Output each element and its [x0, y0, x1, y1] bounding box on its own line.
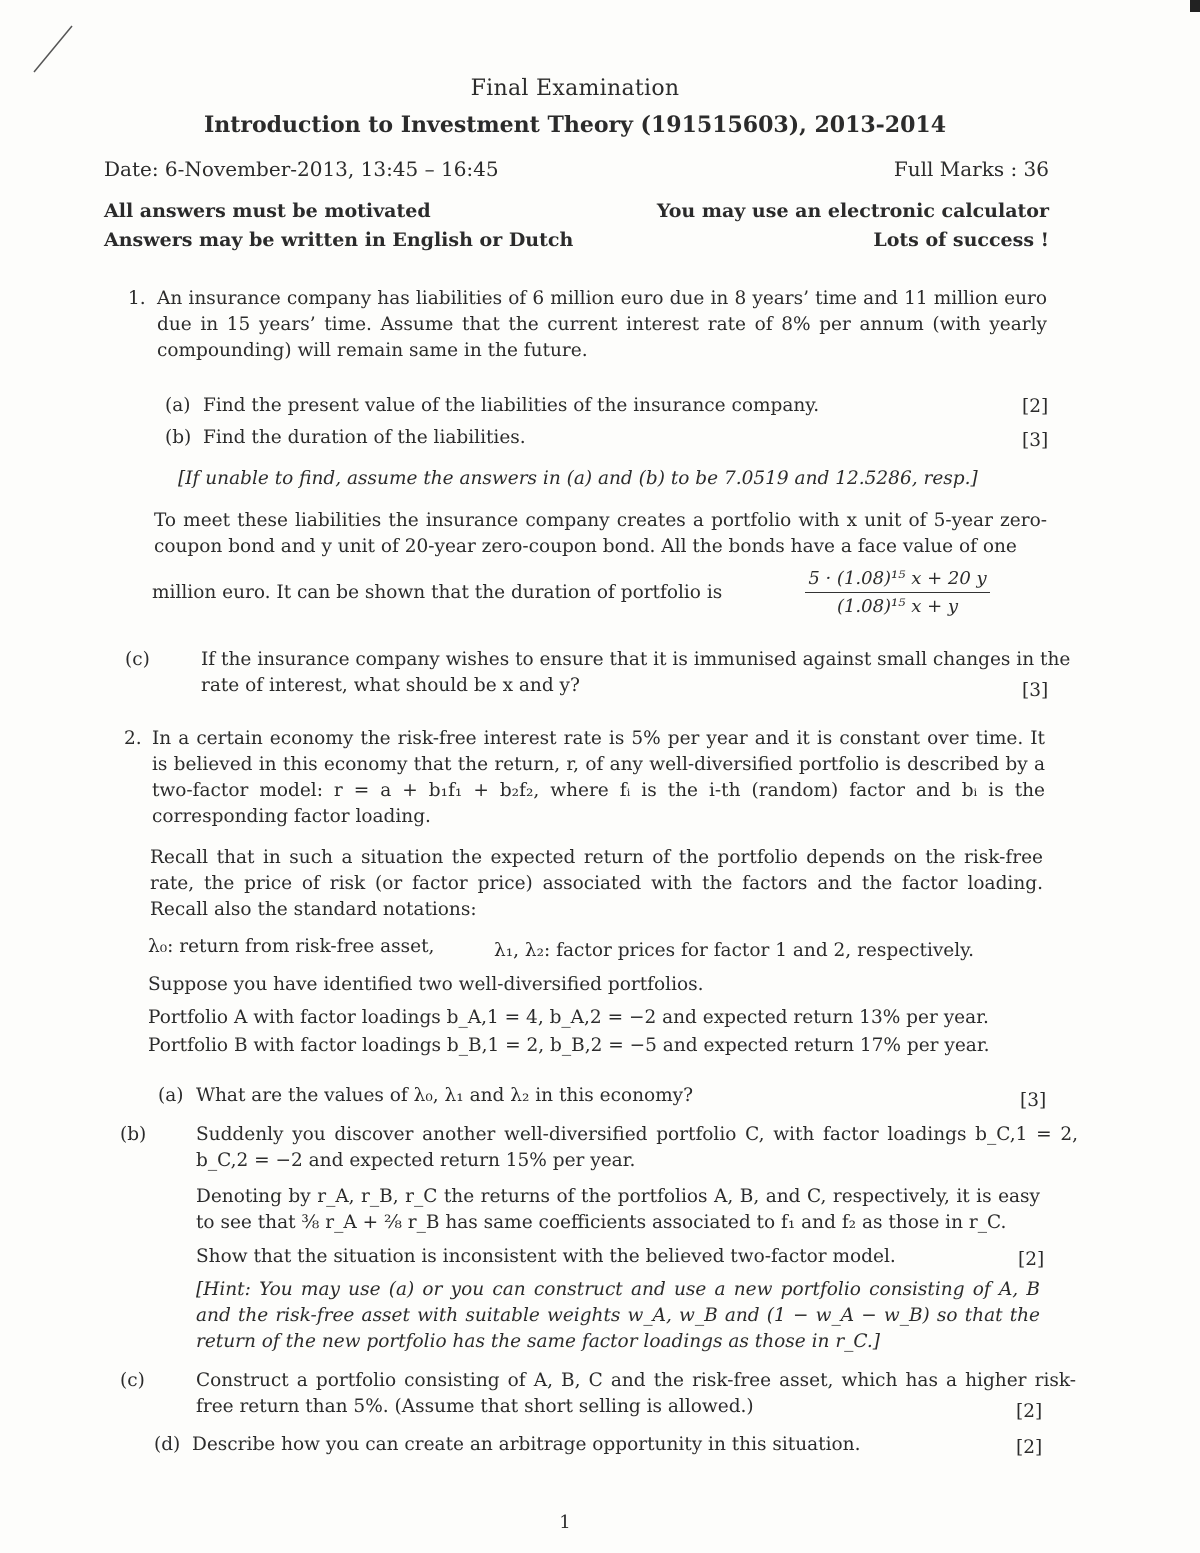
date-row [104, 157, 1049, 181]
instruction-calculator: You may use an electronic calculator [656, 200, 1049, 222]
q2a-marks: [3] [1020, 1090, 1047, 1111]
instructions-row-1 [104, 200, 1049, 222]
q2b-hint: [Hint: You may use (a) or you can construct and use a new portfolio consisting of A, B and the risk-free asset with suitable weights w_A, w_B and (1 − w_A − w_B) so that the return of the new portfolio has the same factor loadings as those in r_C.] [196, 1279, 1040, 1352]
q1b-label: (b) [165, 427, 192, 448]
pen-stroke-mark [28, 22, 88, 82]
q1a-label: (a) [165, 395, 191, 416]
q2-recall: Recall that in such a situation the expected return of the portfolio depends on the risk-free rate, the price of risk (or factor price) associated with the factors and the factor loading. Recall also the standard notations: [150, 847, 1043, 920]
q1a [165, 393, 985, 419]
q2d-text: Describe how you can create an arbitrage opportunity in this situation. [192, 1434, 861, 1455]
q2d [154, 1432, 974, 1458]
q1b [165, 425, 985, 451]
q1-paragraph-tail: million euro. It can be shown that the duration of portfolio is [152, 582, 723, 603]
q1-number: 1. [128, 288, 146, 309]
q2a-text: What are the values of λ₀, λ₁ and λ₂ in this economy? [196, 1085, 694, 1106]
q2c-marks: [2] [1016, 1401, 1043, 1422]
q1c-text: If the insurance company wishes to ensure that it is immunised against small changes in the rate of interest, what should be x and y? [201, 649, 1071, 696]
q2a-label: (a) [158, 1085, 184, 1106]
q2b-text: Suddenly you discover another well-diversified portfolio C, with factor loadings b_C,1 = 2, b_C,2 = −2 and expected return 15% per year. [196, 1124, 1078, 1171]
q1a-marks: [2] [1022, 396, 1049, 417]
instructions-row-2 [104, 229, 1049, 251]
q2b [120, 1122, 1078, 1174]
instruction-motivated: All answers must be motivated [104, 200, 431, 222]
q1a-text: Find the present value of the liabilities of the insurance company. [203, 395, 820, 416]
q1-hint: [If unable to find, assume the answers in (a) and (b) to be 7.0519 and 12.5286, resp.] [178, 468, 978, 489]
q2-lambda12: λ₁, λ₂: factor prices for factor 1 and 2, respectively. [494, 940, 975, 961]
q2-lambda0: λ₀: return from risk-free asset, [148, 936, 435, 957]
page-number: 1 [559, 1512, 571, 1533]
q2a [158, 1083, 978, 1109]
q2-number: 2. [124, 728, 142, 749]
q1-intro: An insurance company has liabilities of 6 million euro due in 8 years’ time and 11 million euro due in 15 years’ time. Assume that the current interest rate of 8% per annum (with yearly compounding) will remain same in the future. [157, 288, 1047, 361]
formula-denominator: (1.08)¹⁵ x + y [836, 596, 959, 617]
formula-numerator: 5 · (1.08)¹⁵ x + 20 y [805, 568, 990, 593]
q2-portfolio-b: Portfolio B with factor loadings b_B,1 = 2, b_B,2 = −5 and expected return 17% per year. [148, 1035, 990, 1056]
q2d-marks: [2] [1016, 1437, 1043, 1458]
q2-suppose: Suppose you have identified two well-diversified portfolios. [148, 974, 704, 995]
q1-paragraph: To meet these liabilities the insurance company creates a portfolio with x unit of 5-year zero-coupon bond and y unit of 20-year zero-coupon bond. All the bonds have a face value of one [154, 510, 1047, 557]
q1b-text: Find the duration of the liabilities. [203, 427, 526, 448]
exam-date: Date: 6-November-2013, 13:45 – 16:45 [104, 157, 499, 181]
q2c-label: (c) [120, 1370, 145, 1391]
exam-title: Final Examination [470, 76, 680, 101]
instruction-language: Answers may be written in English or Dutch [104, 229, 574, 251]
q2c [120, 1368, 1076, 1420]
q2b-marks: [2] [1018, 1249, 1045, 1270]
q2c-text: Construct a portfolio consisting of A, B, C and the risk-free asset, which has a higher risk-free return than 5%. (Assume that short selling is allowed.) [196, 1370, 1076, 1417]
instruction-success: Lots of success ! [873, 229, 1049, 251]
q2d-label: (d) [154, 1434, 181, 1455]
scan-edge-mark [1190, 0, 1200, 12]
q2b-text3: Show that the situation is inconsistent with the believed two-factor model. [196, 1246, 896, 1267]
q1b-marks: [3] [1022, 430, 1049, 451]
duration-formula [805, 568, 990, 617]
q1c-marks: [3] [1022, 680, 1049, 701]
q2b-text2: Denoting by r_A, r_B, r_C the returns of the portfolios A, B, and C, respectively, it is easy to see that ⅜ r_A + ²⁄₈ r_B has same coefficients associated to f₁ and f₂ as those in r_C. [196, 1186, 1040, 1233]
q1c-label: (c) [125, 649, 150, 670]
q2-portfolio-a: Portfolio A with factor loadings b_A,1 = 4, b_A,2 = −2 and expected return 13% per year. [148, 1007, 989, 1028]
q1c [125, 647, 1081, 699]
course-title: Introduction to Investment Theory (191515603), 2013-2014 [203, 112, 947, 138]
full-marks: Full Marks : 36 [893, 157, 1049, 181]
q2b-label: (b) [120, 1124, 147, 1145]
q2-intro: In a certain economy the risk-free interest rate is 5% per year and it is constant over time. It is believed in this economy that the return, r, of any well-diversified portfolio is described by a two-factor model: r = a + b₁f₁ + b₂f₂, where fᵢ is the i-th (random) factor and bᵢ is the corresponding factor loading. [152, 728, 1045, 827]
